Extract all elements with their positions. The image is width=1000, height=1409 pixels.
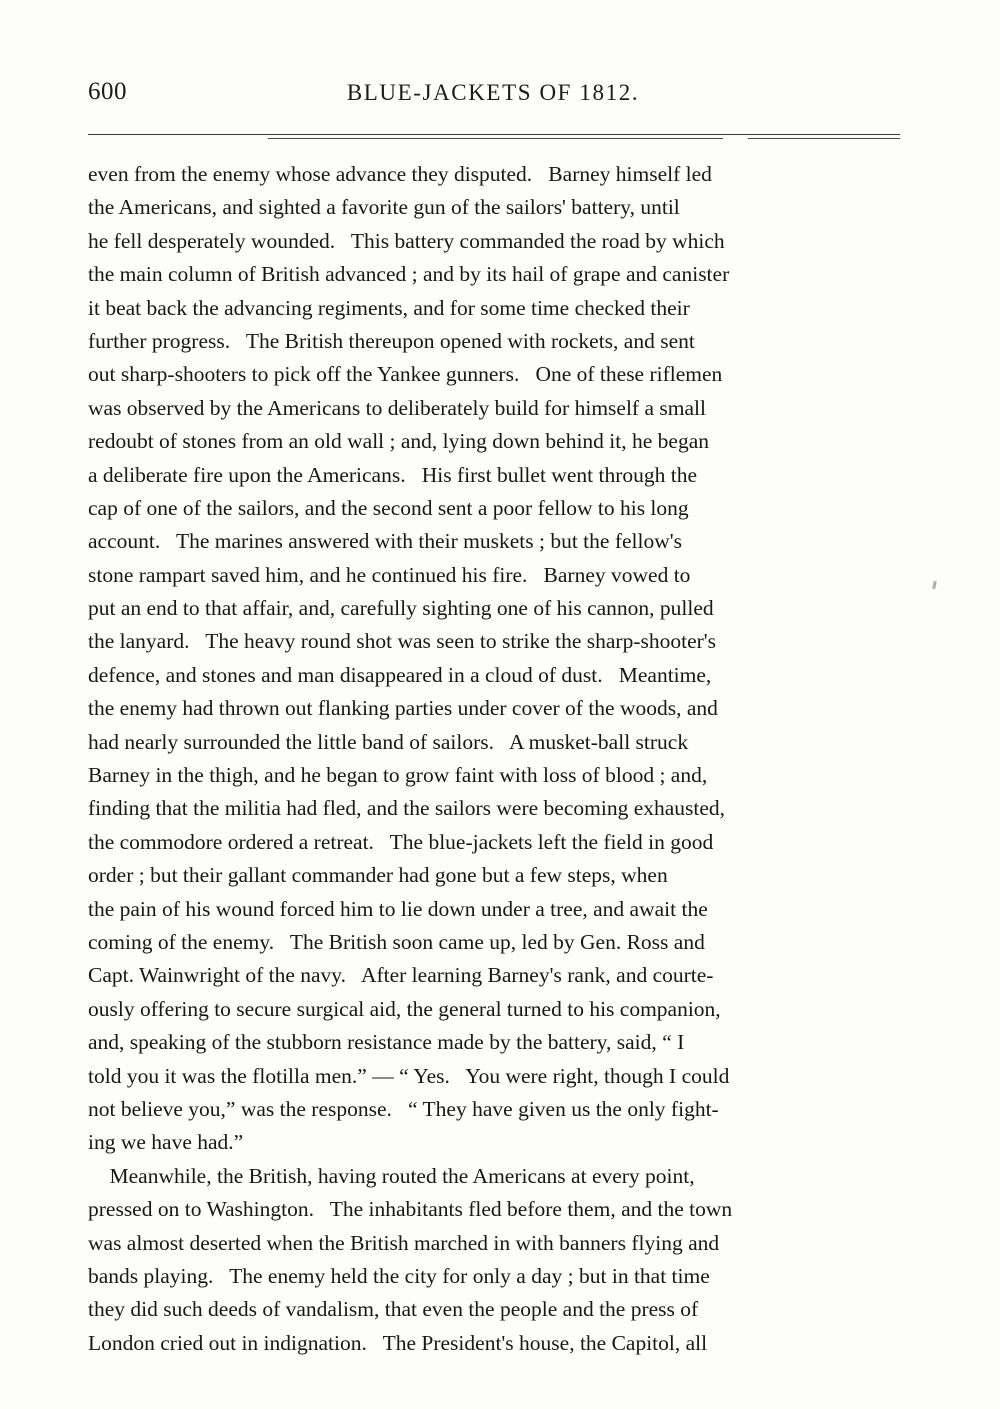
text-line: Meanwhile, the British, having routed the Americans at every point,: [88, 1163, 695, 1188]
text-line: stone rampart saved him, and he continued his fire. Barney vowed to: [88, 562, 691, 587]
rule-dashed-right: [748, 138, 900, 139]
text-line: Barney in the thigh, and he began to grow faint with loss of blood ; and,: [88, 763, 708, 788]
text-line: he fell desperately wounded. This battery commanded the road by which: [88, 228, 725, 253]
text-line: defence, and stones and man disappeared in a cloud of dust. Meantime,: [88, 662, 712, 687]
text-line: bands playing. The enemy held the city for only a day ; but in that time: [88, 1263, 710, 1288]
text-line: had nearly surrounded the little band of sailors. A musket-ball struck: [88, 729, 689, 754]
rule-dashed-left: [268, 138, 723, 139]
text-line: the lanyard. The heavy round shot was seen to strike the sharp-shooter's: [88, 629, 717, 654]
text-line: cap of one of the sailors, and the second sent a poor fellow to his long: [88, 495, 689, 520]
text-line: the commodore ordered a retreat. The blue-jackets left the field in good: [88, 829, 714, 854]
text-line: the enemy had thrown out flanking parties under cover of the woods, and: [88, 696, 718, 721]
text-line: even from the enemy whose advance they disputed. Barney himself led: [88, 162, 712, 186]
page-header: [88, 78, 898, 122]
text-line: account. The marines answered with their muskets ; but the fellow's: [88, 529, 682, 554]
text-line: it beat back the advancing regiments, and for some time checked their: [88, 295, 690, 320]
text-line: Capt. Wainwright of the navy. After learning Barney's rank, and courte-: [88, 963, 714, 988]
text-line: the Americans, and sighted a favorite gun of the sailors' battery, until: [88, 195, 680, 220]
rule-solid: [88, 134, 900, 135]
text-line: a deliberate fire upon the Americans. His first bullet went through the: [88, 462, 697, 487]
text-line: put an end to that affair, and, carefully sighting one of his cannon, pulled: [88, 596, 714, 621]
paragraph-1: [88, 158, 900, 1160]
paragraph-2: [88, 1160, 900, 1360]
text-line: told you it was the flotilla men.” — “ Yes. You were right, though I could: [88, 1063, 730, 1088]
text-line: out sharp-shooters to pick off the Yankee gunners. One of these riflemen: [88, 362, 723, 387]
text-line: London cried out in indignation. The President's house, the Capitol, all: [88, 1330, 708, 1355]
text-line: the main column of British advanced ; and by its hail of grape and canister: [88, 262, 730, 287]
text-line: order ; but their gallant commander had gone but a few steps, when: [88, 863, 668, 888]
text-line: ously offering to secure surgical aid, the general turned to his companion,: [88, 996, 721, 1021]
text-line: not believe you,” was the response. “ They have given us the only fight-: [88, 1096, 719, 1121]
running-title: BLUE-JACKETS OF 1812.: [346, 80, 640, 105]
text-line: further progress. The British thereupon opened with rockets, and sent: [88, 328, 695, 353]
page-speck: [932, 581, 937, 589]
text-line: and, speaking of the stubborn resistance made by the battery, said, “ I: [88, 1030, 685, 1055]
text-line: redoubt of stones from an old wall ; and, lying down behind it, he began: [88, 429, 709, 454]
page-number: 600: [88, 78, 127, 105]
text-line: pressed on to Washington. The inhabitants fled before them, and the town: [88, 1197, 733, 1222]
text-line: ing we have had.”: [88, 1130, 244, 1155]
header-rule: [88, 134, 900, 140]
text-line: the pain of his wound forced him to lie down under a tree, and await the: [88, 896, 708, 921]
text-line: they did such deeds of vandalism, that even the people and the press of: [88, 1297, 699, 1322]
text-line: was observed by the Americans to deliberately build for himself a small: [88, 395, 706, 420]
text-line: finding that the militia had fled, and the sailors were becoming exhausted,: [88, 796, 726, 821]
text-line: coming of the enemy. The British soon came up, led by Gen. Ross and: [88, 929, 705, 954]
text-line: was almost deserted when the British marched in with banners flying and: [88, 1230, 720, 1255]
body-text: [88, 158, 900, 1360]
